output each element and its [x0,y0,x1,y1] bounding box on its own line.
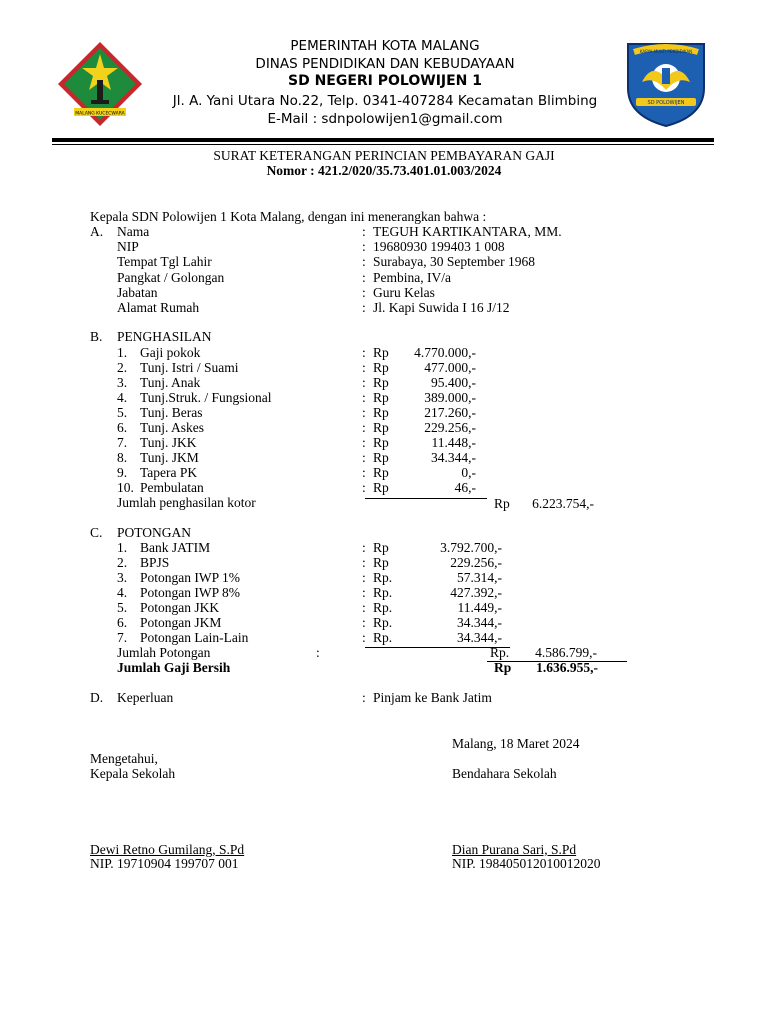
income-item-colon: : [362,435,366,450]
deduction-item-label: Potongan IWP 8% [140,585,240,600]
income-item-number: 5. [117,405,128,420]
income-item-number: 1. [117,345,128,360]
deduction-item-label: Potongan IWP 1% [140,570,240,585]
income-item-number: 4. [117,390,128,405]
income-item-number: 6. [117,420,128,435]
income-item-colon: : [362,375,366,390]
income-item-currency: Rp [373,405,389,420]
section-c-sum-line [365,647,510,648]
income-item-currency: Rp [373,450,389,465]
income-item-currency: Rp [373,375,389,390]
income-item-amount: 11.448,- [431,435,476,450]
deduction-item-amount: 3.792.700,- [440,540,502,555]
income-item-amount: 4.770.000,- [414,345,476,360]
intro-text: Kepala SDN Polowijen 1 Kota Malang, dengan ini menerangkan bahwa : [90,209,487,224]
deduction-item-currency: Rp. [373,570,393,585]
treasurer-title: Bendahara Sekolah [452,766,557,781]
deduction-item-currency: Rp [373,555,389,570]
income-item-label: Tunj.Struk. / Fungsional [140,390,272,405]
income-item-colon: : [362,420,366,435]
left-logo-motto: MALANG KUCECWARA [75,111,125,117]
deduction-item-currency: Rp. [373,600,393,615]
income-item-amount: 46,- [454,480,476,495]
deduction-item-amount: 57.314,- [457,570,502,585]
treasurer-name: Dian Purana Sari, S.Pd [452,842,577,857]
income-item-colon: : [362,345,366,360]
deduction-item-amount: 34.344,- [457,630,502,645]
deduction-item-currency: Rp. [373,615,393,630]
section-a-value: Guru Kelas [373,284,435,300]
income-item-amount: 229.256,- [424,420,476,435]
kota-malang-logo [56,40,144,128]
income-item-label: Tunj. JKK [140,435,197,450]
deduction-item-colon: : [362,630,366,645]
income-total-amount: 6.223.754,- [532,496,594,511]
right-logo-banner: SD POLOWIJEN [647,100,685,106]
section-a-letter: A. [90,224,104,239]
deduction-item-colon: : [362,540,366,555]
income-item-amount: 34.344,- [431,450,476,465]
income-item-colon: : [362,480,366,495]
deduction-total-amount: 4.586.799,- [535,645,597,660]
section-c-letter: C. [90,525,103,540]
deduction-item-number: 4. [117,585,128,600]
income-item-label: Tunj. Istri / Suami [140,360,239,375]
income-item-colon: : [362,450,366,465]
section-a-colon: : [362,300,366,315]
principal-name: Dewi Retno Gumilang, S.Pd [90,842,245,857]
income-item-label: Tunj. JKM [140,450,199,465]
section-a-value: Pembina, IV/a [373,269,451,285]
section-a-colon: : [362,239,366,255]
deduction-item-number: 7. [117,630,128,645]
deduction-item-currency: Rp. [373,585,393,600]
income-item-label: Tunj. Beras [140,405,203,420]
deduction-item-colon: : [362,570,366,585]
income-item-label: Tunj. Askes [140,420,205,435]
income-item-colon: : [362,360,366,375]
deduction-total-label: Jumlah Potongan [117,645,211,660]
deduction-item-currency: Rp. [373,630,393,645]
deduction-item-number: 5. [117,600,128,615]
income-item-currency: Rp [373,435,389,450]
income-item-amount: 389.000,- [424,390,476,405]
deduction-item-amount: 229.256,- [450,555,502,570]
income-item-label: Gaji pokok [140,345,201,360]
deduction-item-label: BPJS [140,555,170,570]
income-item-currency: Rp [373,360,389,375]
deduction-item-colon: : [362,615,366,630]
income-total-label: Jumlah penghasilan kotor [117,495,256,510]
income-item-amount: 0,- [461,465,476,480]
section-d-letter: D. [90,690,104,705]
income-item-number: 3. [117,375,128,390]
section-a-value: Surabaya, 30 September 1968 [373,254,535,270]
deduction-item-amount: 11.449,- [457,600,502,615]
section-a-label: Nama [117,224,150,239]
deduction-item-label: Bank JATIM [140,540,211,555]
school-address: Jl. A. Yani Utara No.22, Telp. 0341-407284 Kecamatan Blimbing [172,93,598,109]
section-b-sum-line [365,498,487,499]
acknowledged-text: Mengetahui, [90,751,158,766]
letterhead-rule-thin [52,144,714,145]
income-item-currency: Rp [373,390,389,405]
income-item-number: 8. [117,450,128,465]
section-a-colon: : [362,254,366,270]
income-item-number: 7. [117,435,128,450]
section-a-value: Jl. Kapi Suwida I 16 J/12 [373,300,510,315]
income-item-number: 10. [117,480,134,495]
deduction-item-number: 6. [117,615,128,630]
deduction-item-currency: Rp [373,540,389,555]
deduction-item-label: Potongan JKK [140,600,220,615]
deduction-item-number: 2. [117,555,128,570]
section-a-label: Alamat Rumah [117,300,200,315]
section-a-label: Tempat Tgl Lahir [117,254,212,270]
school-email: E-Mail : sdnpolowijen1@gmail.com [267,111,503,127]
income-item-number: 2. [117,360,128,375]
section-d-value: Pinjam ke Bank Jatim [373,690,492,705]
income-item-colon: : [362,465,366,480]
net-salary-currency: Rp [494,660,512,675]
deduction-item-number: 3. [117,570,128,585]
section-a-label: Pangkat / Golongan [117,269,225,285]
document-title: SURAT KETERANGAN PERINCIAN PEMBAYARAN GAJI [213,148,555,163]
income-item-label: Pembulatan [140,480,204,495]
section-d-label: Keperluan [117,690,174,705]
deduction-item-colon: : [362,600,366,615]
section-a-label: NIP [117,239,139,255]
letterhead-line-1: PEMERINTAH KOTA MALANG [290,38,480,54]
income-item-label: Tunj. Anak [140,375,201,390]
income-item-amount: 477.000,- [424,360,476,375]
letterhead-rule-thick [52,138,714,142]
income-item-currency: Rp [373,465,389,480]
income-total-currency: Rp [494,496,510,511]
income-item-colon: : [362,390,366,405]
document-number: Nomor : 421.2/020/35.73.401.01.003/2024 [266,163,502,178]
deduction-total-colon: : [316,645,320,660]
net-salary-label: Jumlah Gaji Bersih [117,660,231,675]
deduction-item-amount: 427.392,- [450,585,502,600]
income-item-amount: 217.260,- [424,405,476,420]
deduction-item-number: 1. [117,540,128,555]
income-item-number: 9. [117,465,128,480]
principal-title: Kepala Sekolah [90,766,176,781]
principal-nip: NIP. 19710904 199707 001 [90,856,239,871]
treasurer-nip: NIP. 198405012010012020 [452,856,601,871]
letterhead-line-2: DINAS PENDIDIKAN DAN KEBUDAYAAN [255,56,515,72]
income-item-amount: 95.400,- [431,375,476,390]
deduction-item-label: Potongan JKM [140,615,222,630]
section-c-title: POTONGAN [117,525,192,540]
deduction-item-label: Potongan Lain-Lain [140,630,249,645]
school-logo [622,38,710,128]
school-name: SD NEGERI POLOWIJEN 1 [287,73,483,89]
income-item-currency: Rp [373,420,389,435]
income-item-label: Tapera PK [140,465,198,480]
section-b-letter: B. [90,329,103,344]
income-item-colon: : [362,405,366,420]
section-a-colon: : [362,269,366,285]
section-a-colon: : [362,284,366,300]
net-salary-amount: 1.636.955,- [536,660,598,675]
place-date: Malang, 18 Maret 2024 [452,736,580,751]
deduction-item-colon: : [362,585,366,600]
section-a-value: TEGUH KARTIKANTARA, MM. [373,224,562,239]
income-item-currency: Rp [373,480,389,495]
section-a-value: 19680930 199403 1 008 [373,239,505,255]
section-b-title: PENGHASILAN [117,329,212,344]
deduction-item-colon: : [362,555,366,570]
income-item-currency: Rp [373,345,389,360]
section-d-colon: : [362,690,366,705]
deduction-item-amount: 34.344,- [457,615,502,630]
section-a-label: Jabatan [117,284,158,300]
deduction-total-currency: Rp. [490,645,510,660]
right-logo-motto: KARYA MUKTI PENDIDIKAN [639,49,693,54]
section-a-colon: : [362,224,366,239]
